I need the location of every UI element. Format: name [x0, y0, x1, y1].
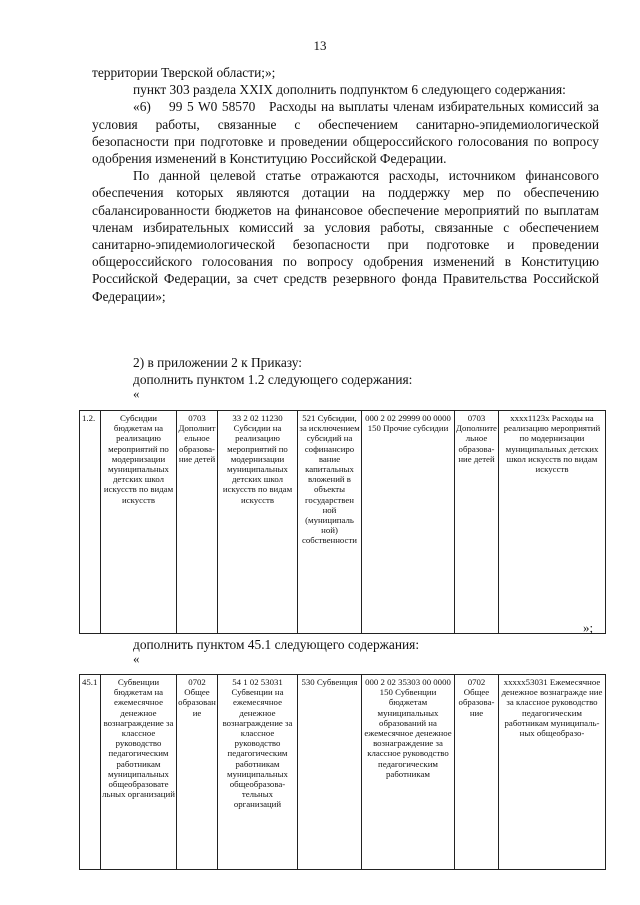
cell-revenue-code: 000 2 02 29999 00 0000 150 Прочие субсидии: [362, 411, 455, 634]
table-1-close-quote: »;: [583, 620, 594, 635]
row-number: 1.2.: [80, 411, 101, 634]
section-2: [133, 354, 593, 400]
table-item-1-2: [79, 410, 606, 634]
section-2-part-2: [133, 636, 593, 665]
cell-expense-type: 530 Субвенция: [298, 675, 362, 870]
cell-name: Субвенции бюджетам на ежемесячное денежное вознаграждение за классное руководство педагогическим работникам муниципальных общеобразовате льных организаций: [101, 675, 177, 870]
table-row: [80, 675, 606, 870]
cell-local-code: хххх1123х Расходы на реализацию мероприятий по модернизации муниципальных детских школ искусств по видам искусств: [499, 411, 606, 634]
paragraph-4: По данной целевой статье отражаются расходы, источником финансового обеспечения которых являются дотации на поддержку мер по обеспечению сбалансированности бюджетов на финансовое обеспечение мероприятий по выплатам членам избирательных комиссий за условия работы, связанные с обеспечением санитарно-эпидемиологической безопасности при подготовке и проведении общероссийского голосования по вопросу одобрения изменений в Конституцию Российской Федерации, за счет средств резервного фонда Правительства Российской Федерации»;: [92, 168, 599, 304]
cell-section-code: 0702 Общее образован ие: [177, 675, 218, 870]
cell-name: Субсидии бюджетам на реализацию мероприятий по модернизации муниципальных детских школ искусств по видам искусств: [101, 411, 177, 634]
cell-local-code: ххххх53031 Ежемесячное денежное вознагражде ние за классное руководство педагогическим работникам муниципальных общеобразо-: [499, 675, 606, 870]
cell-section-code: 0703 Дополнит ельное образование детей: [177, 411, 218, 634]
table-row: [80, 411, 606, 634]
row-number: 45.1: [80, 675, 101, 870]
table-1-open-quote: «: [133, 386, 140, 402]
section-2-intro-2: дополнить пунктом 45.1 следующего содержания:: [133, 637, 420, 652]
cell-section-code-2: 0703 Дополните льное образование детей: [455, 411, 499, 634]
table-2-open-quote: «: [133, 651, 140, 667]
section-2-intro-1: дополнить пунктом 1.2 следующего содержания:: [133, 372, 413, 388]
body-text: [92, 64, 599, 305]
cell-target-article: 54 1 02 53031 Субвенции на ежемесячное денежное вознаграждение за классное руководство педагогическим работникам муниципальных общеобразовательных организаций: [218, 675, 298, 870]
paragraph-1: территории Тверской области;»;: [92, 65, 276, 80]
paragraph-3: «6) 99 5 W0 58570 Расходы на выплаты членам избирательных комиссий за условия работы, связанные с обеспечением санитарно-эпидемиологической безопасности при подготовке и проведении общероссийского голосования по вопросу одобрения изменений в Конституцию Российской Федерации.: [92, 99, 599, 167]
cell-target-article: 33 2 02 11230 Субсидии на реализацию мероприятий по модернизации муниципальных детских школ искусств по видам искусств: [218, 411, 298, 634]
section-2-heading: 2) в приложении 2 к Приказу:: [133, 355, 303, 370]
cell-expense-type: 521 Субсидии, за исключением субсидий на софинансиро вание капитальных вложений в объекты государствен ной (муниципаль ной) собственности: [298, 411, 362, 634]
page-number: 13: [313, 38, 327, 53]
paragraph-2: пункт 303 раздела XXIX дополнить подпунктом 6 следующего содержания:: [133, 82, 566, 98]
cell-revenue-code: 000 2 02 35303 00 0000 150 Субвенции бюджетам муниципальных образований на ежемесячное денежное вознаграждение за классное руководство педагогическим работникам: [362, 675, 455, 870]
table-item-45-1: [79, 674, 606, 870]
cell-section-code-2: 0702 Общее образование: [455, 675, 499, 870]
